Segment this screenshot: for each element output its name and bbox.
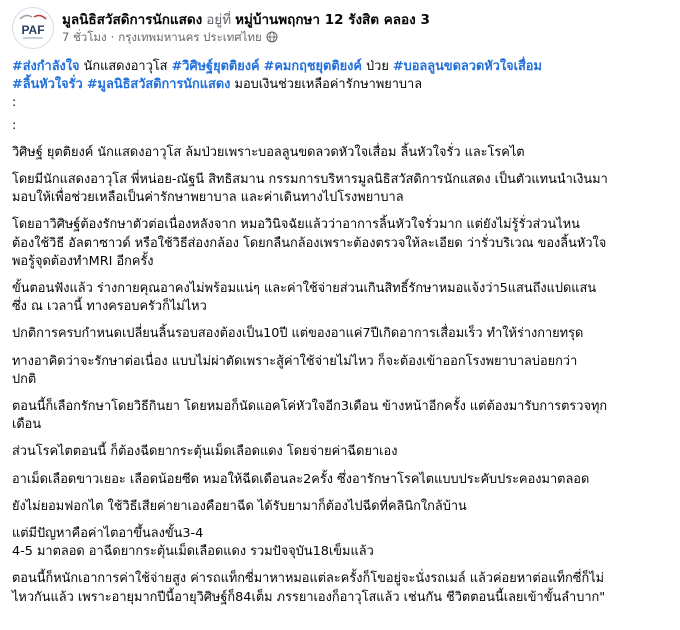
- post-meta-line: [62, 29, 430, 45]
- intro-text: มอบเงินช่วยเหลือค่ารักษาพยาบาล: [230, 77, 423, 93]
- globe-icon[interactable]: [266, 31, 278, 43]
- post-paragraph: ส่วนโรคไตตอนนี้ ก็ต้องฉีดยากระตุ้นเม็ดเลือดแดง โดยจ่ายค่าฉีดยาเอง: [12, 444, 398, 460]
- hashtag-link[interactable]: #บอลลูนขดลวดหัวใจเสื่อม: [392, 59, 542, 74]
- post-paragraph: โดยมีนักแสดงอาวุโส พี่หน่อย-ณัฐนี สิทธิสมาน กรรมการบริหารมูลนิธิสวัสดิการนักแสดง เป็นตัวแทนนำเงินมา มอบให้เพื่อช่วยเหลือเป็นค่ารักษาพยาบาล และค่าเดินทางไปโรงพยาบาล: [12, 172, 608, 206]
- spacer: [12, 389, 666, 398]
- hashtag-link[interactable]: #คมกฤชยุตติยงค์: [263, 59, 362, 74]
- intro-paragraph: [12, 58, 666, 94]
- post-paragraph: โดยอาวิศิษฐ์ต้องรักษาตัวต่อเนื่องหลังจาก หมอวินิจฉัยแล้วว่าอาการลิ้นหัวใจรั่วมาก แต่ยังไม่รู้รั่วส่วนไหน ต้องใช้วิธี อัลตาซาวด์ หรือใช้วิธีส่องกล้อง โดยกลืนกล้องเพราะต้องตรวจให้ละเอียด ว่ารั่วบริเวณ ของลิ้นหัวใจ พอรู้จุดต้องทำMRI อีกครั้ง: [12, 217, 607, 269]
- post-header: [12, 6, 668, 50]
- svg-text:PAF: PAF: [21, 23, 45, 37]
- spacer: [12, 316, 666, 325]
- spacer: [12, 561, 666, 570]
- location-link[interactable]: หมู่บ้านพฤกษา 12 รังสิต คลอง 3: [235, 12, 430, 28]
- post-paragraph: ตอนนี้ก็หนักเอาการค่าใช้จ่ายสูง ค่ารถแท็กซี่มาหาหมอแต่ละครั้งก็โขอยู่จะนั่งรถเมล์ แล้วค่อยหาต่อแท็กซี่ก็ไม่ ไหวกันแล้ว เพราะอายุมากปีนี้อายุวิศิษฐ์ก็84เต็ม ภรรยาเองก็อาวุโสแล้ว เช่นกัน ชีวิตตอนนี้เลยเข้าขั้นลำบาก": [12, 571, 606, 605]
- hashtag-link[interactable]: #ลิ้นหัวใจรั่ว: [12, 77, 83, 93]
- spacer: [12, 462, 666, 471]
- post-body: [12, 58, 666, 607]
- page-avatar[interactable]: [12, 7, 54, 49]
- post-paragraph: อาเม็ดเลือดขาวเยอะ เลือดน้อยซีด หมอให้ฉีดเดือนละ2ครั้ง ซึ่งอารักษาโรคไตแบบประคับประคองมาตลอด: [12, 471, 590, 487]
- meta-separator: ·: [110, 30, 115, 44]
- post-paragraph: ขั้นตอนฟังแล้ว ร่างกายคุณอาคงไม่พร้อมแน่ๆ และค่าใช้จ่ายส่วนเกินสิทธิ์รักษาหมอแจ้งว่า5แสนถึงแปดแสน ซึ่ง ณ เวลานี้ ทางครอบครัวก็ไม่ไหว: [12, 281, 597, 315]
- post-paragraph: วิศิษฐ์ ยุตติยงค์ นักแสดงอาวุโส ล้มป่วยเพราะบอลลูนขดลวดหัวใจเสื่อม ลิ้นหัวใจรั่ว และโรคไต: [12, 144, 525, 160]
- post-paragraph: ยังไม่ยอมฟอกไต ใช้วิธีเสียค่ายาเองคือยาฉีด ได้รับยามาก็ต้องไปฉีดที่คลินิกใกล้บ้าน: [12, 498, 467, 514]
- post-time[interactable]: 7 ชั่วโมง: [62, 30, 107, 44]
- post-paragraph: ตอนนี้ก็เลือกรักษาโดยวิธีกินยา โดยหมอก็นัดแอคโค่หัวใจอีก3เดือน ข้างหน้าอีกครั้ง แต่ต้องมารับการตรวจทุก เดือน: [12, 399, 608, 433]
- spacer: [12, 489, 666, 498]
- spacer: [12, 434, 666, 443]
- post-city[interactable]: กรุงเทพมหานคร ประเทศไทย: [118, 30, 262, 44]
- spacer: [12, 516, 666, 525]
- at-word: อยู่ที่: [206, 12, 232, 28]
- intro-text: ป่วย: [361, 59, 393, 74]
- post-paragraph: ทางอาคิดว่าจะรักษาต่อเนื่อง แบบไม่ผ่าตัดเพราะสู้ค่าใช้จ่ายไม่ไหว ก็จะต้องเข้าออกโรงพยาบาลบ่อยกว่า ปกติ: [12, 353, 578, 387]
- intro-text: นักแสดงอาวุโส: [79, 59, 172, 74]
- page-name-link[interactable]: มูลนิธิสวัสดิการนักแสดง: [62, 12, 203, 28]
- spacer: [12, 162, 666, 171]
- hashtag-link[interactable]: #มูลนิธิสวัสดิการนักแสดง: [86, 77, 231, 93]
- post-header-text: [62, 11, 430, 45]
- paf-logo-icon: [15, 10, 51, 46]
- spacer: [12, 207, 666, 216]
- post-paragraph: ปกติการครบกำหนดเปลี่ยนลิ้นรอบสองต้องเป็น10ปี แต่ของอาแค่7ปีเกิดอาการเสื่อมเร็ว ทำให้ร่างกายทรุด: [12, 326, 584, 342]
- post-title-line: [62, 11, 430, 29]
- spacer: [12, 135, 666, 144]
- post-paragraph: แต่มีปัญหาคือค่าไตอาขึ้นลงขั้น3-4 4-5 มาตลอด อาฉีดยากระตุ้นเม็ดเลือดแดง รวมปัจจุบัน18เข็มแล้ว: [12, 526, 374, 560]
- hashtag-link[interactable]: #วิศิษฐ์ยุตติยงค์: [171, 59, 260, 74]
- colon-line: :: [12, 117, 17, 133]
- spacer: [12, 271, 666, 280]
- colon-line: :: [12, 95, 17, 111]
- spacer: [12, 344, 666, 353]
- hashtag-link[interactable]: #ส่งกำลังใจ: [12, 59, 80, 74]
